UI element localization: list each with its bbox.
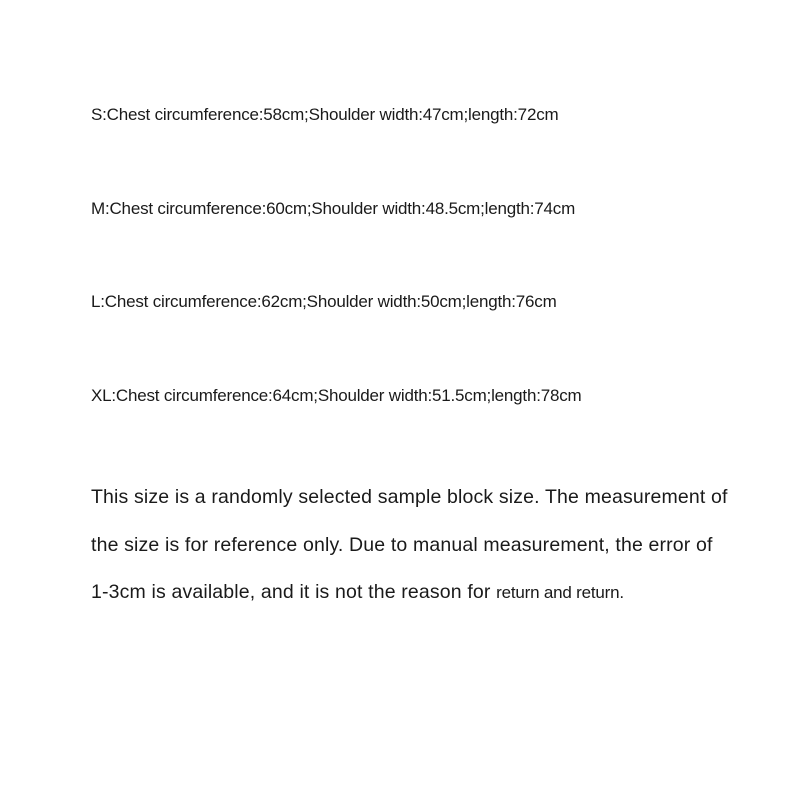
size-m-line: M:Chest circumference:60cm;Shoulder width:48.5cm;length:74cm [91,199,576,218]
size-l-line: L:Chest circumference:62cm;Shoulder width:50cm;length:76cm [91,292,557,311]
measurement-note-tail: return and return. [496,583,624,602]
size-s-line: S:Chest circumference:58cm;Shoulder width:47cm;length:72cm [91,105,559,124]
measurement-note [91,474,731,617]
measurement-note-main: This size is a randomly selected sample block size. The measurement of the size is for reference only. Due to manual measurement, the error of 1-3cm is available, and it is not the reason for [91,486,728,603]
size-xl-line: XL:Chest circumference:64cm;Shoulder width:51.5cm;length:78cm [91,386,582,405]
